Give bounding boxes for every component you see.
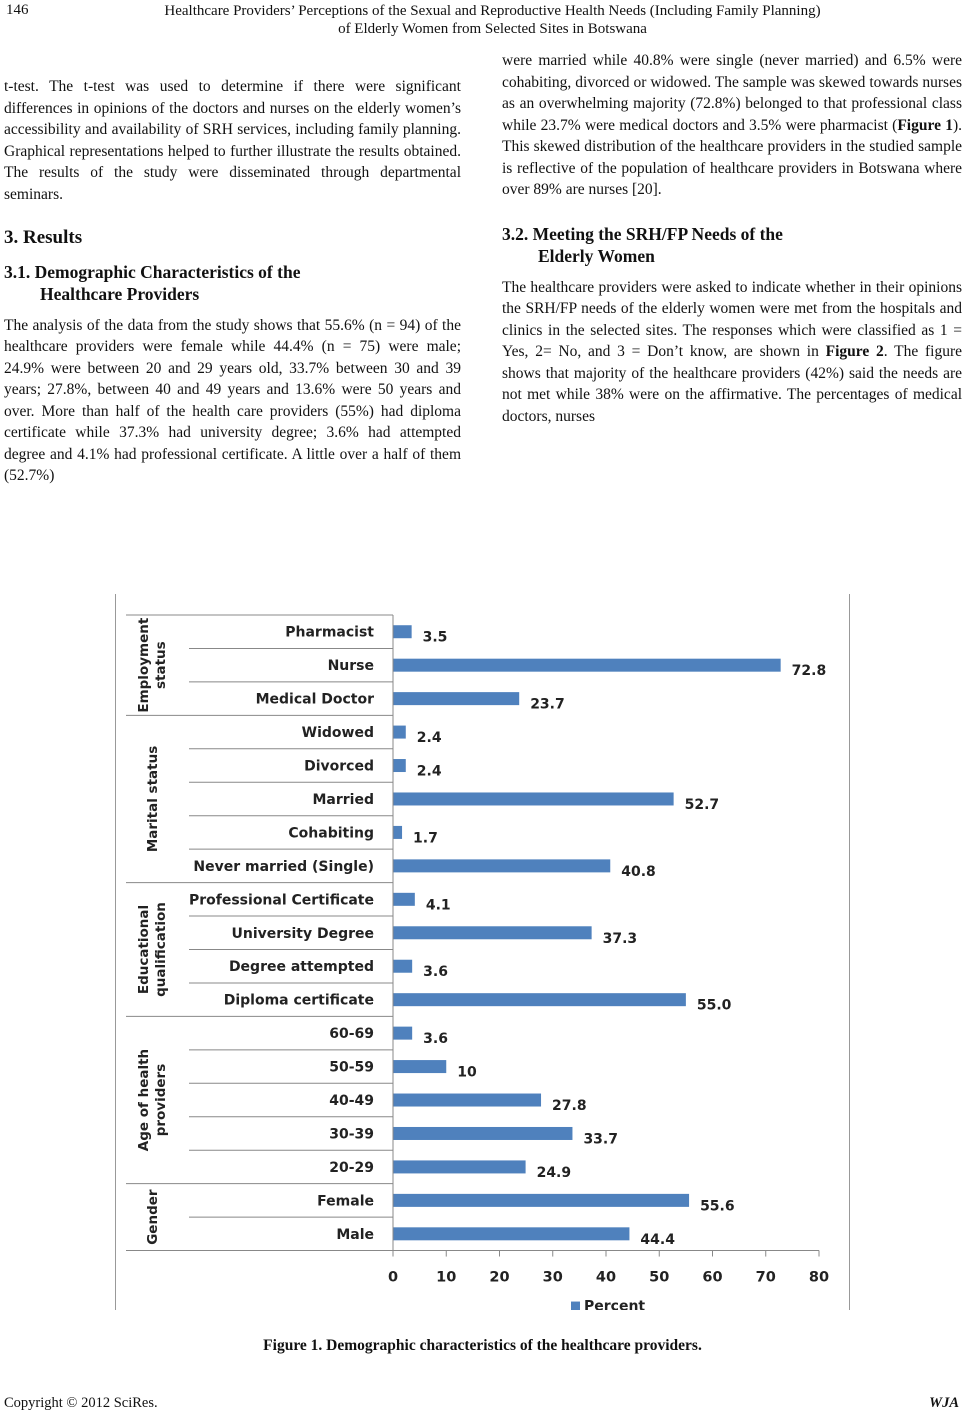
value-label: 3.5 [422,629,448,646]
value-label: 3.6 [423,964,448,981]
paragraph: The analysis of the data from the study shows that 55.6% (n = 94) of the healthcare providers were female while 44.4% (n = 75) were male; 24.9% were between 20 and 29 years old, 33.7% between 30 and 39 years; 27.8%, between 40 and 49 years and 13.6% were 50 years and over. More than half of the health care providers (55%) had diploma certificate while 37.3% had university degree; 3.6% had attempted degree and 4.1% had professional certificate. A little over a half of them (52.7%) [4,316,461,484]
group-label [136,617,169,712]
x-tick-label: 20 [489,1269,510,1286]
x-tick-label: 60 [702,1269,723,1286]
x-tick-label: 70 [755,1269,776,1286]
subsection-heading [502,223,962,267]
bar [393,1060,446,1073]
subheading-line2: Elderly Women [538,245,655,266]
value-label: 2.4 [416,730,442,747]
legend-label: Percent [584,1298,646,1310]
bar [393,893,415,906]
running-header-line1: Healthcare Providers’ Perceptions of the Sexual and Reproductive Health Needs (Including Family Planning) [164,3,821,19]
category-label: 20-29 [329,1159,374,1176]
section-heading: 3. Results [4,227,83,248]
bar [393,826,402,839]
page-number: 146 [6,2,29,18]
text-span: ). This skewed distribution of the healthcare providers in the studied sample is reflective of the population of healthcare providers in Botswana where over 89% are nurses [20]. [502,116,962,198]
category-label: Medical Doctor [255,691,374,708]
value-label: 24.9 [536,1164,572,1181]
bar [393,960,412,973]
running-header-line2: of Elderly Women from Selected Sites in Botswana [338,21,647,37]
value-label: 44.4 [640,1231,675,1248]
group-label-line: Age of health [136,1048,152,1152]
category-label: Divorced [304,758,374,775]
category-label: Widowed [301,725,374,742]
value-label: 1.7 [413,830,438,847]
subheading-line2: Healthcare Providers [40,283,200,304]
bar [393,1127,572,1140]
bar [393,792,674,805]
group-label [136,1049,169,1151]
paragraph [502,50,962,201]
value-label: 2.4 [416,763,442,780]
bar [393,1027,412,1040]
group-label-line: providers [153,1063,170,1137]
value-label: 52.7 [684,796,720,813]
value-label: 40.8 [621,863,656,880]
x-tick-label: 80 [808,1269,830,1286]
bar [393,859,610,872]
subsection-heading [4,261,461,305]
bar [393,659,781,672]
value-label: 10 [457,1064,477,1081]
bar [393,1160,526,1173]
value-label: 27.8 [552,1098,587,1115]
category-label: University Degree [231,925,374,942]
category-label: Professional Certificate [188,892,374,909]
figure-caption: Figure 1. Demographic characteristics of the healthcare providers. [263,1337,702,1354]
figure-1-chart [115,594,850,1310]
figure-ref[interactable]: Figure 2 [825,343,884,360]
category-label: Degree attempted [228,959,374,976]
x-tick-label: 0 [387,1269,399,1286]
category-label: 50-59 [329,1059,374,1076]
bar [393,1094,541,1107]
category-label: Cohabiting [288,825,374,842]
x-tick-label: 40 [595,1269,617,1286]
group-label-line: Gender [145,1189,161,1245]
category-label: Never married (Single) [193,858,374,875]
value-label: 33.7 [583,1131,618,1148]
group-label [136,902,169,997]
value-label: 23.7 [530,696,565,713]
category-label: Diploma certificate [223,992,374,1009]
bar [393,926,592,939]
x-tick-label: 30 [542,1269,563,1286]
subheading-line1: 3.2. Meeting the SRH/FP Needs of the [502,223,783,244]
figure-ref[interactable]: Figure 1 [897,116,953,134]
group-label-line: status [153,641,169,690]
category-label: 40-49 [329,1093,374,1110]
category-label: Male [336,1226,374,1243]
value-label: 55.0 [696,997,732,1014]
text-span: were married while 40.8% were single (never married) and 6.5% were cohabiting, divorced or widowed. The sample was skewed towards nurses as an overwhelming majority (72.8%) belonged to that professional class while 23.7% were medical doctors and 3.5% were pharmacist ( [502,52,962,134]
value-label: 72.8 [791,663,827,680]
left-column [4,76,461,487]
value-label: 55.6 [700,1198,735,1215]
value-label: 37.3 [602,930,638,947]
category-label: 30-39 [329,1126,374,1143]
category-label: 60-69 [329,1026,374,1043]
copyright: Copyright © 2012 SciRes. [4,1395,158,1411]
x-tick-label: 50 [649,1269,670,1286]
group-label-line: qualification [153,902,169,997]
journal-abbrev: WJA [929,1395,959,1411]
group-label [145,1189,161,1245]
bar [393,759,406,772]
group-label-line: Marital status [145,745,161,853]
value-label: 4.1 [425,897,451,914]
category-label: Nurse [327,658,374,675]
bar [393,625,412,638]
running-header [60,2,925,38]
category-label: Female [317,1193,374,1210]
bar [393,726,406,739]
legend-swatch [571,1302,580,1310]
value-label: 3.6 [423,1031,448,1048]
category-label: Married [312,791,374,808]
group-label [145,746,161,852]
bar [393,692,519,705]
category-label: Pharmacist [285,624,374,641]
paragraph: t-test. The t-test was used to determine if there were significant differences in opinions of the doctors and nurses on the elderly women’s accessibility and availability of SRH services, including family planning. Graphical representations helped to further illustrate the results obtained. The results of the study were disseminated through departmental seminars. [4,78,461,203]
group-label-line: Employment [136,617,152,713]
bar [393,1194,689,1207]
group-label-line: Educational [136,904,152,995]
bar-chart [116,594,849,1310]
bar [393,1227,629,1240]
x-tick-label: 10 [436,1269,457,1286]
bar [393,993,686,1006]
paragraph [502,277,962,428]
text-span: The healthcare providers were asked to indicate whether in their opinions the SRH/FP needs of the elderly women were met from the hospitals and clinics in the selected sites. The responses which were classified as 1 = Yes, 2= No, and 3 = Don’t know, are shown in [502,278,962,360]
subheading-line1: 3.1. Demographic Characteristics of the [4,261,301,282]
text-span: . The figure shows that majority of the healthcare providers (42%) said the needs are not met while 38% were on the affirmative. The percentages of medical doctors, nurses [502,343,963,425]
right-column [502,50,962,427]
